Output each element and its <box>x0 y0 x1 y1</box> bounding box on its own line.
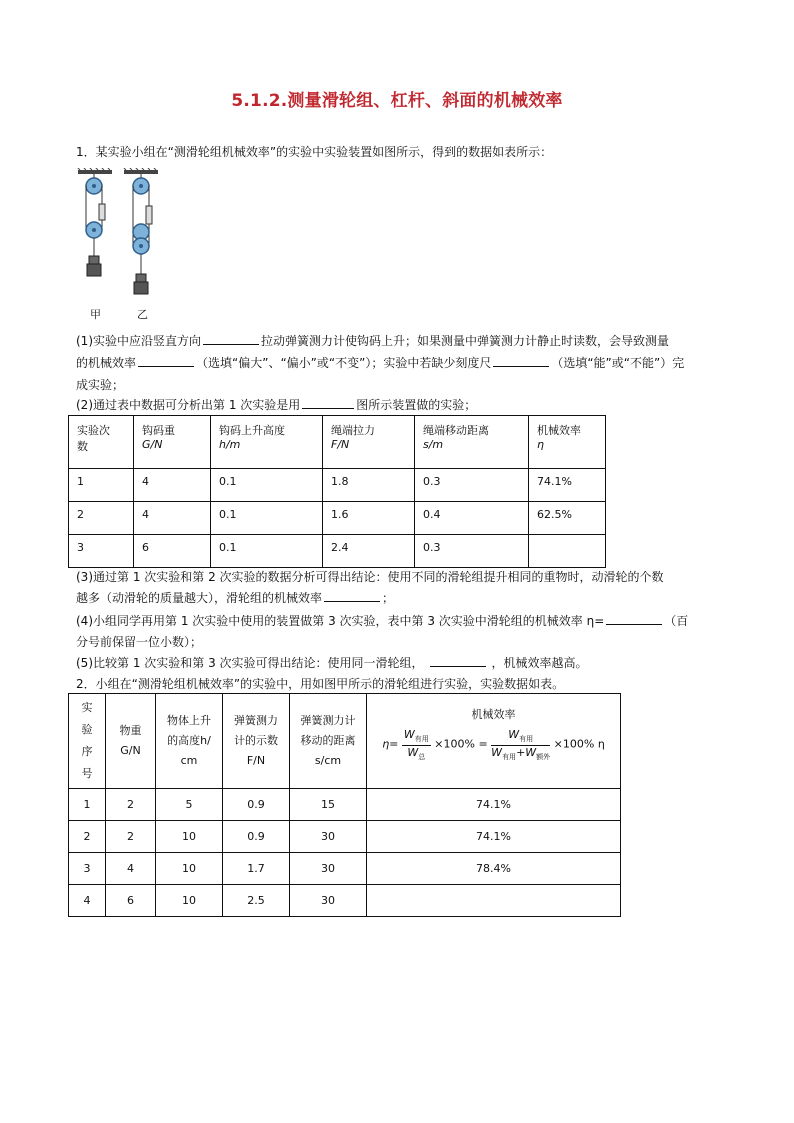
header-cell: 实验次 数 <box>69 416 134 469</box>
table-cell: 4 <box>134 502 211 535</box>
answer-blank-3[interactable] <box>493 354 549 367</box>
q1-part5 <box>76 654 588 672</box>
q1-part4-line2: 分号前保留一位小数）； <box>76 635 203 649</box>
table-cell: 1.8 <box>323 469 415 502</box>
table-cell: 0.3 <box>415 535 529 568</box>
table-cell: 0.9 <box>223 821 290 853</box>
header-cell: 钩码上升高度 h/m <box>211 416 323 469</box>
table-cell: 15 <box>290 789 367 821</box>
efficiency-formula: η= $W_{有用}$ $W_总$ ×100% = $W_{有用}$ $W_{有用}+W_{额外}$ ×100% η <box>382 728 605 761</box>
answer-blank-6[interactable] <box>606 612 662 625</box>
answer-blank-4[interactable] <box>302 396 354 409</box>
table-cell: 10 <box>156 821 223 853</box>
ceiling-jia <box>77 168 112 174</box>
answer-blank-5[interactable] <box>324 589 380 602</box>
q1-part2 <box>76 396 476 414</box>
q1-intro: 1．某实验小组在“测滑轮组机械效率”的实验中实验装置如图所示，得到的数据如表所示： <box>76 145 553 159</box>
q1-part1-line2 <box>76 354 684 372</box>
table-cell: 2 <box>106 789 156 821</box>
answer-blank-1[interactable] <box>203 332 259 345</box>
pulley-figure <box>76 168 166 329</box>
q1-part1-line1 <box>76 332 669 350</box>
table-cell: 0.3 <box>415 469 529 502</box>
table-cell: 30 <box>290 821 367 853</box>
table-cell: 4 <box>69 885 106 917</box>
q1-p1-text-b: 拉动弹簧测力计使钩码上升；如果测量中弹簧测力计静止时读数，会导致测量 <box>261 334 670 348</box>
header-cell-efficiency: 机械效率 η= $W_{有用}$ $W_总$ ×100% = $W_{有用}$ $W_{有用}+W_{额外}$ ×100% η <box>367 694 621 789</box>
q1-p1-text-d: （选填“偏大”、“偏小”或“不变”）；实验中若缺少刻度尺 <box>196 356 492 370</box>
table-cell: 3 <box>69 535 134 568</box>
q1-p1-text-a: (1)实验中应沿竖直方向 <box>76 334 201 348</box>
table-cell: 10 <box>156 853 223 885</box>
q1-p2-text-b: 图所示装置做的实验； <box>356 398 477 412</box>
table-cell <box>529 535 606 568</box>
table-cell: 4 <box>106 853 156 885</box>
header-cell: 弹簧测力计的示数F/N <box>223 694 290 789</box>
table-cell: 1.7 <box>223 853 290 885</box>
header-cell: 机械效率 η <box>529 416 606 469</box>
table-cell: 0.9 <box>223 789 290 821</box>
table-cell: 10 <box>156 885 223 917</box>
q1-p2-text-a: (2)通过表中数据可分析出第 1 次实验是用 <box>76 398 301 412</box>
table-cell: 2 <box>106 821 156 853</box>
table-cell <box>367 885 621 917</box>
page-title: 5.1.2.测量滑轮组、杠杆、斜面的机械效率 <box>231 91 563 111</box>
table-cell: 74.1% <box>367 789 621 821</box>
table-cell: 2.5 <box>223 885 290 917</box>
q1-p4-text-a: (4)小组同学再用第 1 次实验中使用的装置做第 3 次实验，表中第 3 次实验中滑轮组的机械效率 η= <box>76 614 605 628</box>
q1-p5-text-b: ，机械效率越高。 <box>491 656 588 670</box>
table-cell: 1 <box>69 789 106 821</box>
q1-p3-text-c: ； <box>382 591 395 605</box>
table-cell: 2 <box>69 821 106 853</box>
header-cell: 弹簧测力计移动的距离s/cm <box>290 694 367 789</box>
header-cell: 物体上升的高度h/cm <box>156 694 223 789</box>
figure-label-yi: 乙 <box>137 308 148 321</box>
table-cell: 2.4 <box>323 535 415 568</box>
table-cell: 4 <box>134 469 211 502</box>
table-row <box>69 469 606 502</box>
q1-p5-text-a: (5)比较第 1 次实验和第 3 次实验可得出结论：使用同一滑轮组， <box>76 656 424 670</box>
table-cell: 1.6 <box>323 502 415 535</box>
q2-intro: 2．小组在“测滑轮组机械效率”的实验中，用如图甲所示的滑轮组进行实验，实验数据如表。 <box>76 677 565 691</box>
answer-blank-7[interactable] <box>430 654 486 667</box>
q1-part1-line3: 成实验； <box>76 378 125 392</box>
table-cell: 6 <box>106 885 156 917</box>
table-cell: 30 <box>290 885 367 917</box>
table-header-row <box>69 694 621 789</box>
header-cell: 物重G/N <box>106 694 156 789</box>
table-cell: 74.1% <box>367 821 621 853</box>
table-cell: 0.1 <box>211 469 323 502</box>
answer-blank-2[interactable] <box>138 354 194 367</box>
ceiling-yi <box>123 168 158 174</box>
table-cell: 62.5% <box>529 502 606 535</box>
header-cell: 实验序号 <box>69 694 106 789</box>
table-cell: 0.1 <box>211 535 323 568</box>
q1-part4-line1 <box>76 612 688 630</box>
table-cell: 2 <box>69 502 134 535</box>
table-row <box>69 502 606 535</box>
table-cell: 3 <box>69 853 106 885</box>
q1-part3-line1: (3)通过第 1 次实验和第 2 次实验的数据分析可得出结论：使用不同的滑轮组提升相同的重物时，动滑轮的个数 <box>76 570 664 584</box>
q1-part3-line2 <box>76 589 394 607</box>
table-row <box>69 821 621 853</box>
figure-label-jia: 甲 <box>90 308 101 321</box>
q1-p4-text-b: （百 <box>664 614 689 628</box>
q1-p1-text-e: （选填“能”或“不能”）完 <box>551 356 685 370</box>
table-row <box>69 853 621 885</box>
table-row <box>69 789 621 821</box>
table-cell: 78.4% <box>367 853 621 885</box>
table-cell: 74.1% <box>529 469 606 502</box>
q1-data-table <box>68 415 606 568</box>
table-cell: 5 <box>156 789 223 821</box>
q2-data-table <box>68 693 621 917</box>
table-row <box>69 535 606 568</box>
header-cell: 绳端移动距离 s/m <box>415 416 529 469</box>
header-cell: 绳端拉力 F/N <box>323 416 415 469</box>
table-cell: 0.4 <box>415 502 529 535</box>
header-cell: 钩码重 G/N <box>134 416 211 469</box>
table-header-row <box>69 416 606 469</box>
table-cell: 0.1 <box>211 502 323 535</box>
table-row <box>69 885 621 917</box>
table-cell: 30 <box>290 853 367 885</box>
table-cell: 1 <box>69 469 134 502</box>
q1-p1-text-c: 的机械效率 <box>76 356 137 370</box>
q1-p3-text-b: 越多（动滑轮的质量越大），滑轮组的机械效率 <box>76 591 323 605</box>
pulley-diagram <box>76 168 166 326</box>
table-cell: 6 <box>134 535 211 568</box>
